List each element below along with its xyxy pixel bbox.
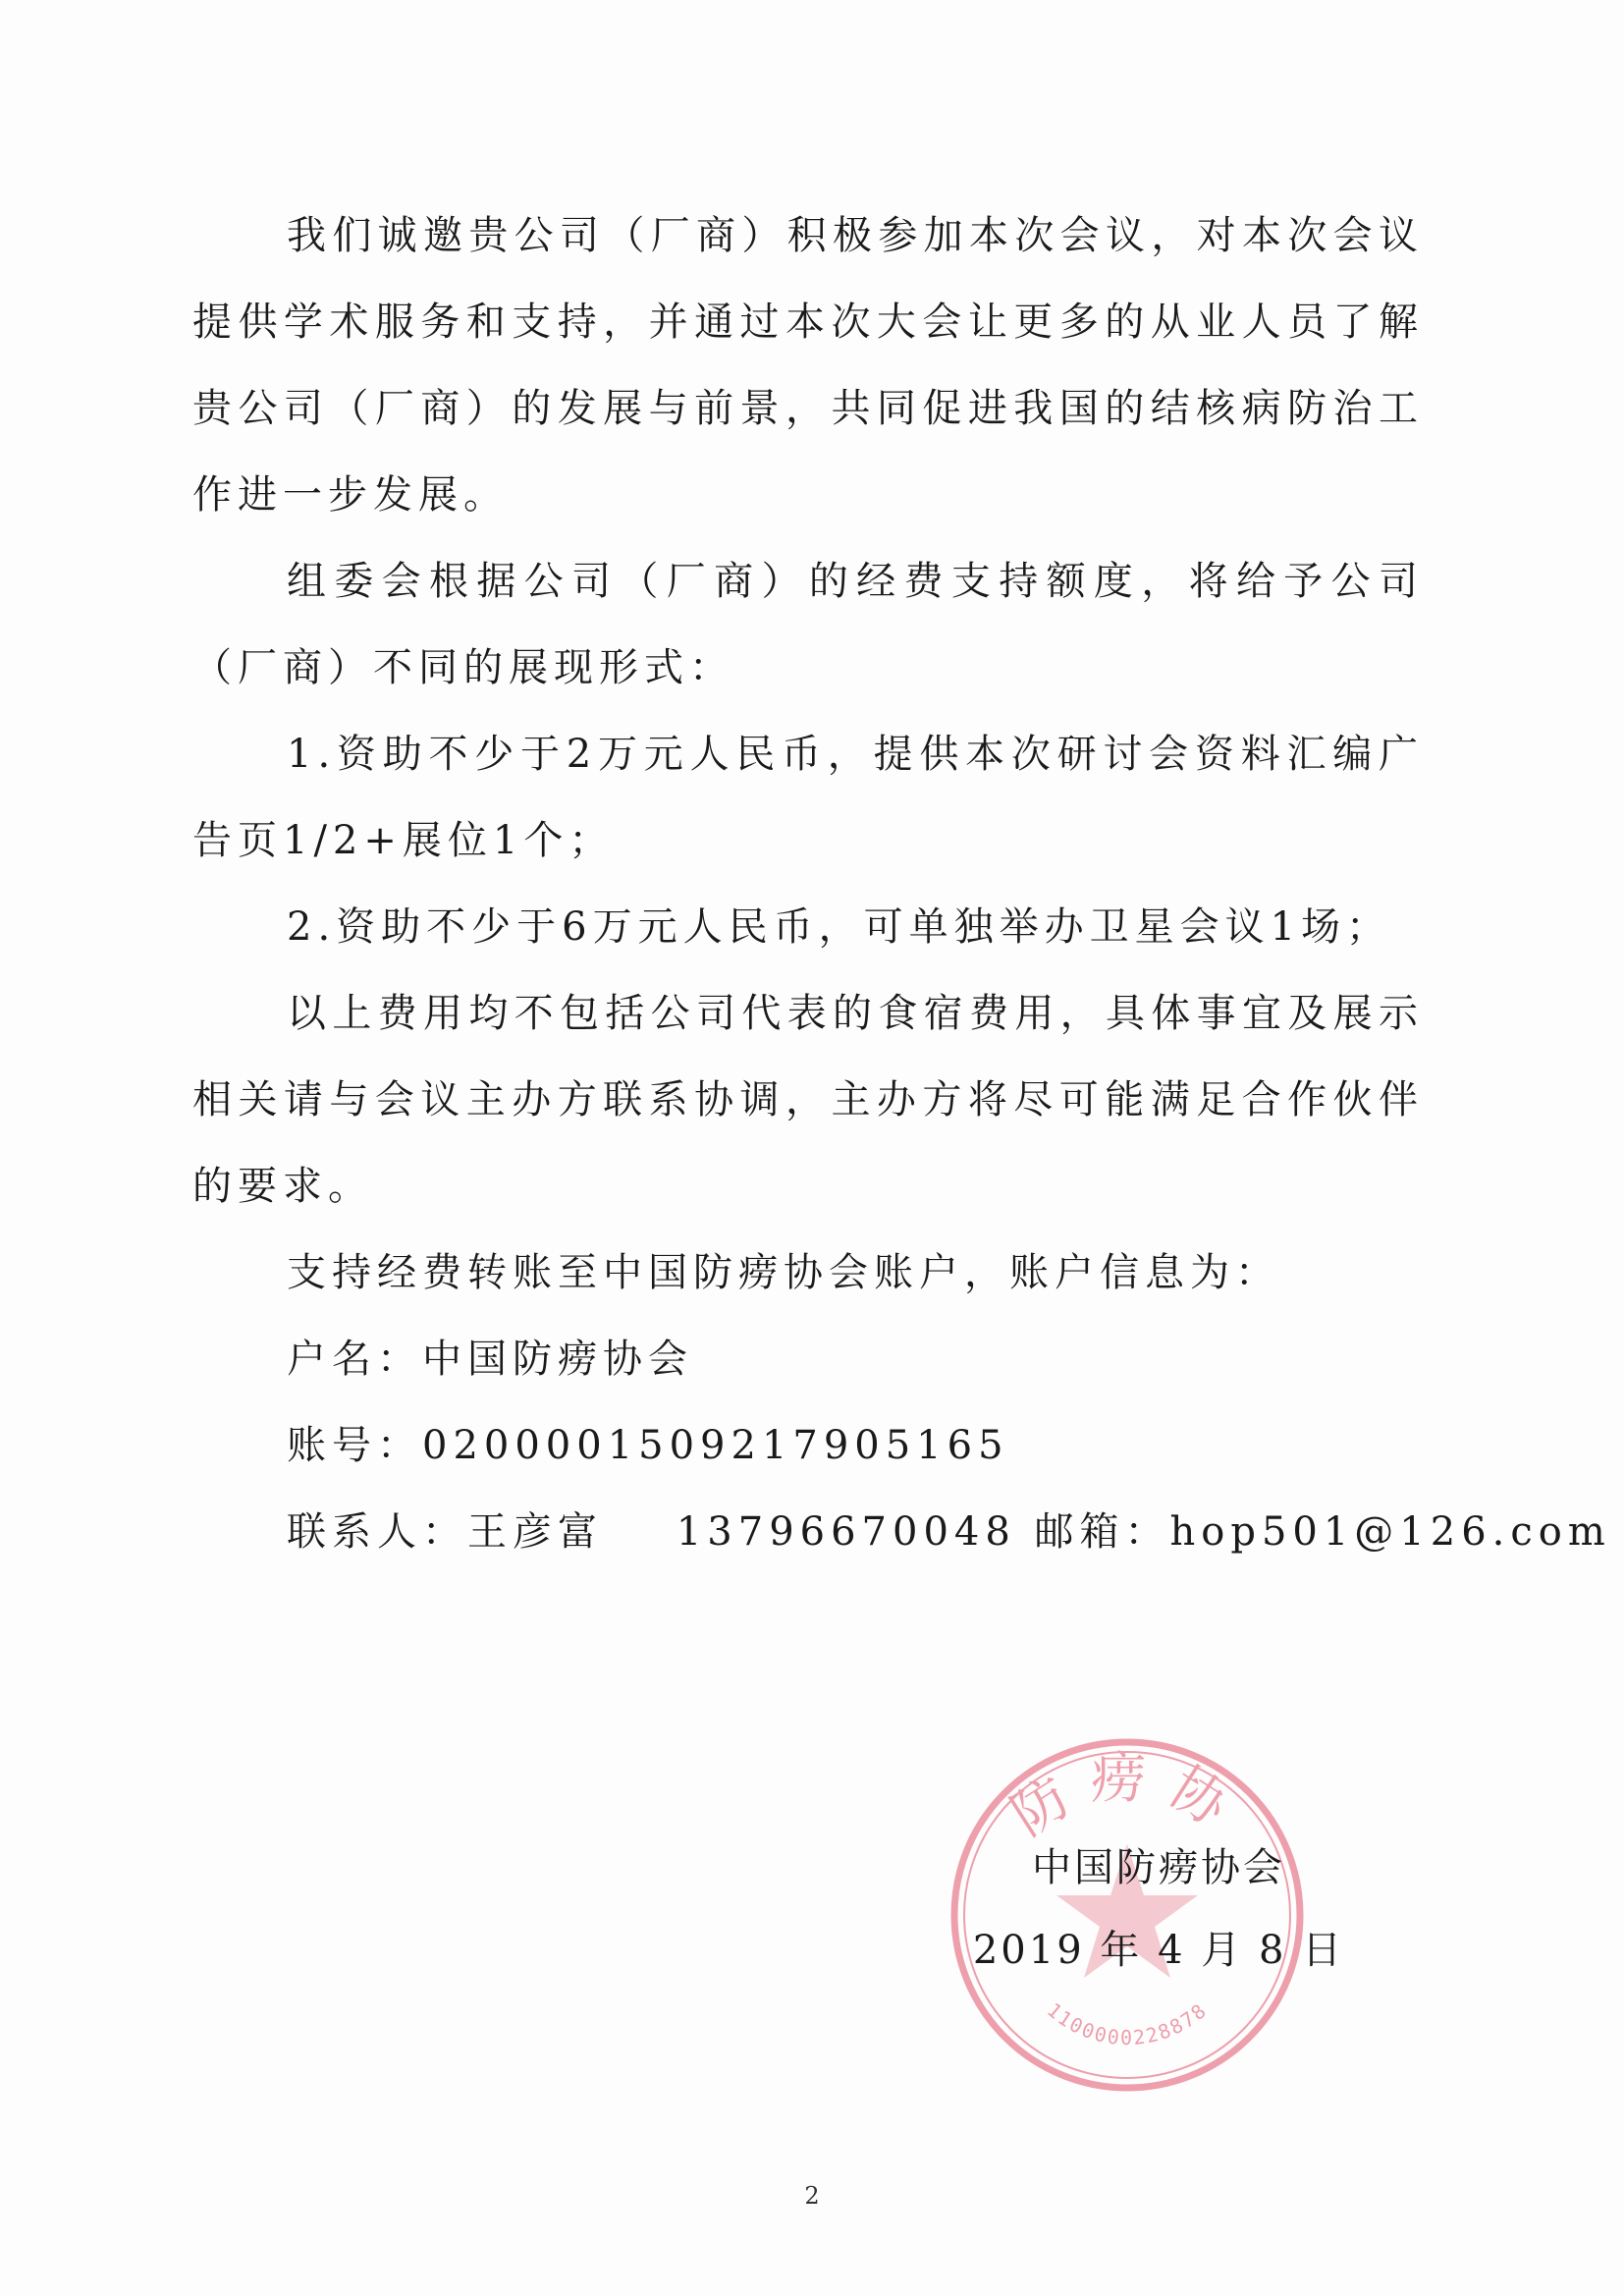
paragraph-option-2: 2.资助不少于6万元人民币，可单独举办卫星会议1场；: [287, 904, 1392, 950]
account-name: 户名：中国防痨协会: [287, 1337, 693, 1382]
paragraph-option-1: 1.资助不少于2万元人民币，提供本次研讨会资料汇编广告页1/2+展位1个；: [192, 732, 1424, 863]
account-number: 账号：0200001509217905165: [287, 1423, 1009, 1468]
paragraph-transfer: 支持经费转账至中国防痨协会账户，账户信息为：: [287, 1250, 1280, 1295]
paragraph-invitation: 我们诚邀贵公司（厂商）积极参加本次会议，对本次会议提供学术服务和支持，并通过本次大会让更多的从业人员了解贵公司（厂商）的发展与前景，共同促进我国的结核病防治工作进一步发展。: [192, 213, 1424, 518]
svg-text:1100000228878: [1043, 1998, 1212, 2050]
seal-serial: 1100000228878: [1042, 1997, 1213, 2050]
page-number: 2: [804, 2182, 820, 2210]
contact-info: 联系人：王彦富 13796670048 邮箱：hop501@126.com: [287, 1509, 1611, 1555]
signature-date: 2019 年 4 月 8 日: [972, 1928, 1345, 1973]
letter-body: [192, 192, 1611, 1575]
paragraph-support-forms: 组委会根据公司（厂商）的经费支持额度，将给予公司（厂商）不同的展现形式：: [192, 559, 1424, 690]
signature-block: [943, 1827, 1375, 1992]
signature-organization: 中国防痨协会: [1032, 1845, 1285, 1890]
paragraph-expenses: 以上费用均不包括公司代表的食宿费用，具体事宜及展示相关请与会议主办方联系协调，主办方将尽可能满足合作伙伴的要求。: [192, 991, 1424, 1209]
seal-top-text: 防痨协: [1001, 1747, 1254, 1849]
